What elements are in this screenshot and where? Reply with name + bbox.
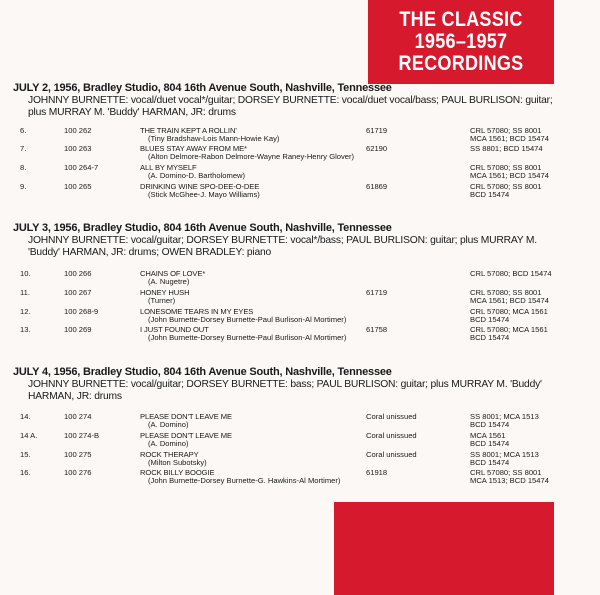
track-number: 7.: [20, 144, 27, 153]
songwriter-credit: (A. Nugetre): [148, 277, 190, 286]
track-number: 8.: [20, 163, 27, 172]
issue-line-2: MCA 1561; BCD 15474: [470, 296, 549, 305]
release-number: 61758: [366, 325, 388, 334]
track-row: [0, 324, 600, 346]
matrix-number: 100 266: [64, 269, 92, 278]
songwriter-credit: (A. Domino): [148, 420, 189, 429]
matrix-number: 100 275: [64, 450, 92, 459]
issue-line-2: BCD 15474: [470, 420, 510, 429]
issue-line-1: CRL 57080; SS 8001: [470, 126, 542, 135]
track-number: 11.: [20, 288, 30, 297]
issue-line-1: CRL 57080; MCA 1561: [470, 325, 548, 334]
songwriter-credit: (A. Domino-D. Bartholomew): [148, 171, 246, 180]
issue-line-2: MCA 1561; BCD 15474: [470, 171, 549, 180]
matrix-number: 100 267: [64, 288, 92, 297]
matrix-number: 100 268-9: [64, 307, 99, 316]
matrix-number: 100 263: [64, 144, 92, 153]
issue-line-2: BCD 15474: [470, 190, 510, 199]
issue-line-2: MCA 1561; BCD 15474: [470, 134, 549, 143]
matrix-number: 100 265: [64, 182, 92, 191]
session-heading: JULY 4, 1956, Bradley Studio, 804 16th Avenue South, Nashville, Tennessee: [13, 366, 392, 378]
matrix-number: 100 276: [64, 468, 92, 477]
issue-line-1: SS 8001; MCA 1513: [470, 450, 539, 459]
songwriter-credit: (Alton Delmore-Rabon Delmore-Wayne Raney-Henry Glover): [148, 152, 355, 161]
session-heading: JULY 3, 1956, Bradley Studio, 804 16th Avenue South, Nashville, Tennessee: [13, 222, 392, 234]
track-title: CHAINS OF LOVE*: [140, 269, 206, 278]
issue-line-1: CRL 57080; SS 8001: [470, 163, 542, 172]
track-number: 6.: [20, 126, 27, 135]
songwriter-credit: (John Burnette-Dorsey Burnette-Paul Burlison-Al Mortimer): [148, 333, 347, 342]
issue-line-2: BCD 15474: [470, 439, 510, 448]
session-personnel: JOHNNY BURNETTE: vocal/duet vocal*/guitar; DORSEY BURNETTE: vocal/duet vocal/bass; PAUL BURLISON: guitar; plus MURRAY M. 'Buddy' HARMAN, JR: drums: [28, 95, 553, 118]
issue-line-2: BCD 15474: [470, 458, 510, 467]
title-line-1: THE CLASSIC: [399, 8, 523, 31]
track-number: 10.: [20, 269, 31, 278]
issue-line-2: BCD 15474: [470, 333, 510, 342]
track-title: PLEASE DON'T LEAVE ME: [140, 412, 232, 421]
track-number: 9.: [20, 182, 27, 191]
issue-line-2: MCA 1513; BCD 15474: [470, 476, 549, 485]
release-number: Coral unissued: [366, 412, 417, 421]
songwriter-credit: (A. Domino): [148, 439, 189, 448]
session-heading: JULY 2, 1956, Bradley Studio, 804 16th Avenue South, Nashville, Tennessee: [13, 82, 392, 94]
release-number: 61869: [366, 182, 388, 191]
issue-line-1: CRL 57080; MCA 1561: [470, 307, 548, 316]
session-personnel: JOHNNY BURNETTE: vocal/guitar; DORSEY BURNETTE: bass; PAUL BURLISON: guitar; plus MURRAY M. 'Buddy' HARMAN, JR: drums: [28, 379, 542, 402]
matrix-number: 100 262: [64, 126, 92, 135]
track-title: THE TRAIN KEPT A ROLLIN': [140, 126, 237, 135]
track-row: [0, 181, 600, 203]
track-number: 12.: [20, 307, 31, 316]
release-number: Coral unissued: [366, 431, 417, 440]
title-line-2: 1956–1957: [414, 30, 508, 53]
songwriter-credit: (Turner): [148, 296, 176, 305]
track-title: PLEASE DON'T LEAVE ME: [140, 431, 232, 440]
issue-line-1: SS 8001; MCA 1513: [470, 412, 539, 421]
track-title: ROCK BILLY BOOGIE: [140, 468, 215, 477]
songwriter-credit: (John Burnette-Dorsey Burnette-G. Hawkins-Al Mortimer): [148, 476, 341, 485]
issue-line-2: BCD 15474: [470, 315, 510, 324]
track-number: 14.: [20, 412, 31, 421]
track-number: 16.: [20, 468, 31, 477]
track-row: [0, 467, 600, 489]
songwriter-credit: (Milton Subotsky): [148, 458, 207, 467]
matrix-number: 100 274: [64, 412, 92, 421]
release-number: Coral unissued: [366, 450, 417, 459]
songwriter-credit: (Stick McGhee-J. Mayo Williams): [148, 190, 260, 199]
release-number: 61719: [366, 126, 388, 135]
decorative-red-block: [334, 502, 554, 595]
track-title: LONESOME TEARS IN MY EYES: [140, 307, 254, 316]
track-number: 13.: [20, 325, 31, 334]
track-title: ALL BY MYSELF: [140, 163, 197, 172]
songwriter-credit: (Tiny Bradshaw-Lois Mann-Howie Kay): [148, 134, 280, 143]
track-title: ROCK THERAPY: [140, 450, 199, 459]
release-number: 61918: [366, 468, 388, 477]
track-title: I JUST FOUND OUT: [140, 325, 209, 334]
track-title: HONEY HUSH: [140, 288, 190, 297]
issue-line-1: CRL 57080; SS 8001: [470, 182, 542, 191]
issue-line-1: SS 8801; BCD 15474: [470, 144, 543, 153]
release-number: 61719: [366, 288, 388, 297]
issue-line-1: CRL 57080; BCD 15474: [470, 269, 552, 278]
matrix-number: 100 269: [64, 325, 92, 334]
track-number: 15.: [20, 450, 31, 459]
issue-line-1: MCA 1561: [470, 431, 506, 440]
songwriter-credit: (John Burnette-Dorsey Burnette-Paul Burlison-Al Mortimer): [148, 315, 347, 324]
release-number: 62190: [366, 144, 388, 153]
matrix-number: 100 264-7: [64, 163, 99, 172]
issue-line-1: CRL 57080; SS 8001: [470, 468, 542, 477]
track-title: BLUES STAY AWAY FROM ME*: [140, 144, 247, 153]
title-line-3: RECORDINGS: [398, 52, 524, 75]
track-number: 14 A.: [20, 431, 38, 440]
session-personnel: JOHNNY BURNETTE: vocal/guitar; DORSEY BURNETTE: vocal*/bass; PAUL BURLISON: guitar; plus MURRAY M. 'Buddy' HARMAN, JR: drums; OWEN BRADLEY: piano: [28, 235, 537, 258]
track-title: DRINKING WINE SPO-DEE-O-DEE: [140, 182, 260, 191]
issue-line-1: CRL 57080; SS 8001: [470, 288, 542, 297]
matrix-number: 100 274-B: [64, 431, 100, 440]
album-title-box: [368, 0, 554, 84]
